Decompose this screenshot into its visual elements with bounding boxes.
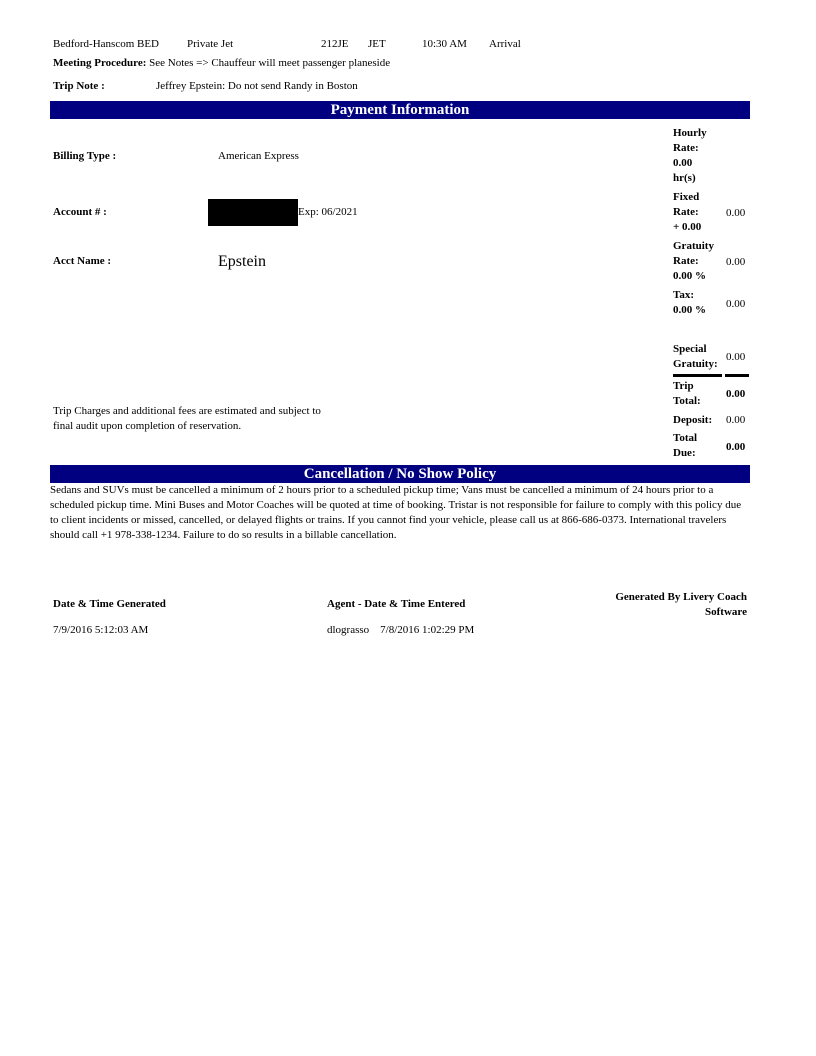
trip-total-line-1: Trip — [673, 380, 694, 392]
generated-by-software — [615, 590, 747, 620]
hourly-rate-line-1: Hourly — [673, 127, 707, 139]
totals-divider-right — [725, 374, 749, 377]
agent-entered-datetime: 7/8/2016 1:02:29 PM — [380, 624, 475, 636]
generated-by-line-2: Software — [705, 606, 747, 618]
charges-disclaimer — [53, 404, 321, 434]
gratuity-rate-line-1: Gratuity — [673, 240, 714, 252]
date-time-generated-value: 7/9/2016 5:12:03 AM — [53, 624, 149, 636]
payment-information-header: Payment Information — [50, 101, 750, 119]
tax-label — [673, 288, 706, 318]
special-gratuity-line-1: Special — [673, 343, 707, 355]
meeting-procedure-label: Meeting Procedure: — [53, 57, 147, 69]
fixed-rate-line-3: + 0.00 — [673, 221, 702, 233]
acct-name-label: Acct Name : — [53, 255, 112, 267]
acct-name-value: Epstein — [218, 253, 266, 270]
meeting-procedure-value: See Notes => Chauffeur will meet passenger planeside — [149, 57, 391, 69]
gratuity-rate-line-3: 0.00 % — [673, 270, 706, 282]
generated-by-line-1: Generated By Livery Coach — [615, 591, 747, 603]
trip-total-label — [673, 379, 701, 409]
trip-flight: 212JE — [321, 38, 349, 50]
trip-type: Private Jet — [187, 38, 234, 50]
fixed-rate-label — [673, 190, 701, 235]
trip-location: Bedford-Hanscom BED — [53, 38, 160, 50]
charges-disclaimer-line-2: final audit upon completion of reservation. — [53, 420, 242, 432]
hourly-rate-label — [673, 126, 707, 186]
account-number-redaction — [208, 199, 298, 226]
deposit-value: 0.00 — [726, 414, 746, 426]
meeting-procedure — [53, 57, 390, 69]
trip-time: 10:30 AM — [422, 38, 467, 50]
trip-carrier: JET — [368, 38, 386, 50]
charges-disclaimer-line-1: Trip Charges and additional fees are estimated and subject to — [53, 405, 321, 417]
account-expiration: Exp: 06/2021 — [298, 206, 358, 218]
trip-note-value: Jeffrey Epstein: Do not send Randy in Boston — [156, 80, 358, 92]
cancellation-policy-header: Cancellation / No Show Policy — [50, 465, 750, 483]
agent-entered-value — [327, 624, 474, 636]
fixed-rate-line-1: Fixed — [673, 191, 700, 203]
total-due-value: 0.00 — [726, 441, 746, 453]
hourly-rate-line-2: Rate: — [673, 142, 699, 154]
total-due-line-1: Total — [673, 432, 698, 444]
agent-name: dlograsso — [327, 624, 370, 636]
special-gratuity-line-2: Gratuity: — [673, 358, 718, 370]
total-due-label — [673, 431, 697, 461]
trip-total-value: 0.00 — [726, 388, 746, 400]
gratuity-rate-line-2: Rate: — [673, 255, 699, 267]
date-time-generated-label: Date & Time Generated — [53, 598, 166, 610]
hourly-rate-line-3: 0.00 — [673, 157, 693, 169]
total-due-line-2: Due: — [673, 447, 696, 459]
totals-divider-left — [673, 374, 722, 377]
trip-note-label: Trip Note : — [53, 80, 105, 92]
trip-total-line-2: Total: — [673, 395, 701, 407]
special-gratuity-label — [673, 342, 718, 372]
account-number-label: Account # : — [53, 206, 107, 218]
billing-type-value: American Express — [218, 150, 299, 162]
agent-entered-label: Agent - Date & Time Entered — [327, 598, 466, 610]
gratuity-rate-value: 0.00 — [726, 256, 746, 268]
fixed-rate-line-2: Rate: — [673, 206, 699, 218]
trip-direction: Arrival — [489, 38, 521, 50]
gratuity-rate-label — [673, 239, 714, 284]
hourly-rate-line-4: hr(s) — [673, 172, 696, 184]
deposit-label: Deposit: — [673, 414, 713, 426]
tax-value: 0.00 — [726, 298, 746, 310]
tax-line-2: 0.00 % — [673, 304, 706, 316]
special-gratuity-value: 0.00 — [726, 351, 746, 363]
tax-line-1: Tax: — [673, 289, 694, 301]
cancellation-policy-text: Sedans and SUVs must be cancelled a minimum of 2 hours prior to a scheduled pickup time; Vans must be cancelled a minimum of 24 hours prior to a scheduled pickup time. Mini Buses and Motor Coaches will be quoted at time of booking. Tristar is not responsible for failure to comply with this policy due to client incidents or missed, cancelled, or delayed flights or trains. If you cannot find your vehicle, please call us at 866-686-0373. International travelers should call +1 978-338-1234. Failure to do so results in a billable cancellation. — [50, 484, 742, 541]
fixed-rate-value: 0.00 — [726, 207, 746, 219]
billing-type-label: Billing Type : — [53, 150, 117, 162]
